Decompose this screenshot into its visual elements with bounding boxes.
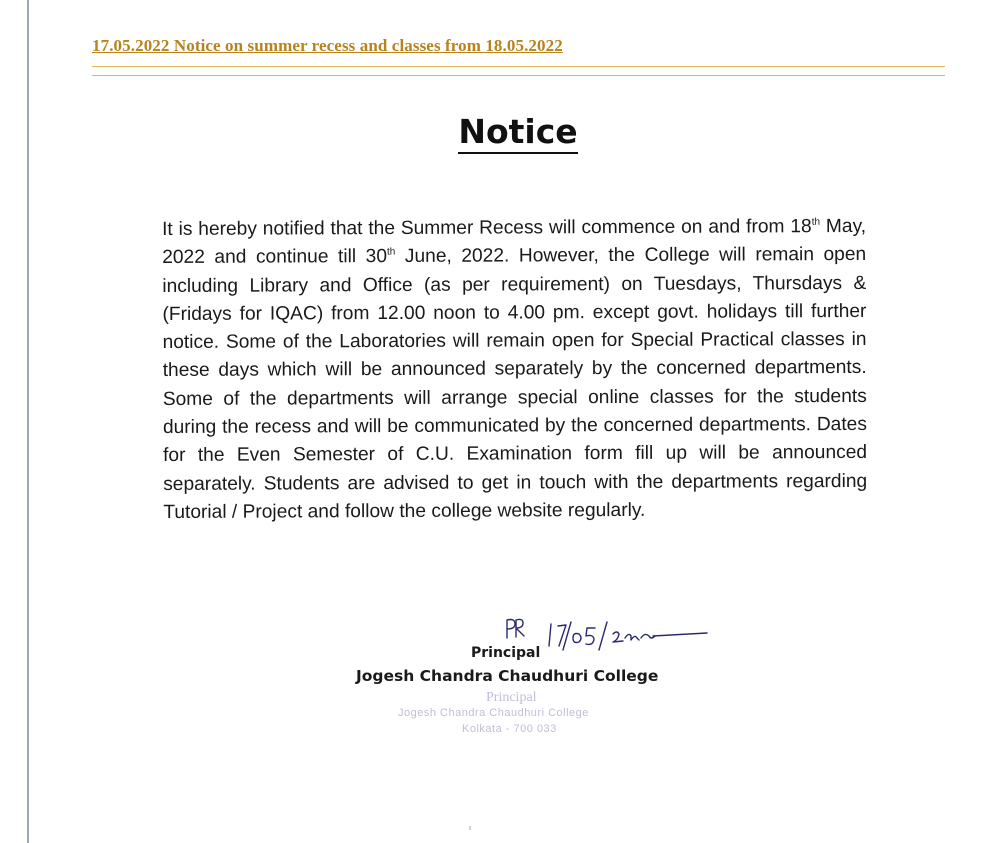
stamp-line-3: Kolkata - 700 033 [462,723,557,735]
scan-speck [469,826,471,830]
notice-title [0,112,1000,151]
principal-stamp [398,690,658,740]
stamp-line-1: Principal [486,690,537,705]
notice-body-sup2: th [386,246,396,258]
notice-body [162,213,867,527]
header-divider-bottom [92,75,945,76]
notice-body-part2: May, 2022 and continue till 30 [162,215,867,269]
notice-title-text: Notice [458,112,577,154]
notice-body-part3: June, 2022. However, the College will remain open including Library and Office (as per requirement) on Tuesdays, Thursdays & (Fridays for IQAC) from 12.00 noon to 4.00 pm. except govt. holidays till further notice. Some of the Laboratories will remain open for Special Practical classes in these days which will be announced separately by the concerned departments. Some of the departments will arrange special online classes for the students during the recess and will be communicated by the concerned departments. Dates for the Even Semester of C.U. Examination form fill up will be announced separately. Students are advised to get in touch with the departments regarding Tutorial / Project and follow the college website regularly. [162,244,868,523]
header-divider-top [92,66,945,67]
stamp-line-2: Jogesh Chandra Chaudhuri College [398,707,589,719]
notice-body-part1: It is hereby notified that the Summer Recess will commence on and from 18 [162,216,812,240]
college-name: Jogesh Chandra Chaudhuri College [356,667,659,685]
notice-header-link[interactable]: 17.05.2022 Notice on summer recess and classes from 18.05.2022 [92,36,563,55]
principal-label: Principal [471,645,541,661]
notice-body-sup1: th [811,216,821,228]
